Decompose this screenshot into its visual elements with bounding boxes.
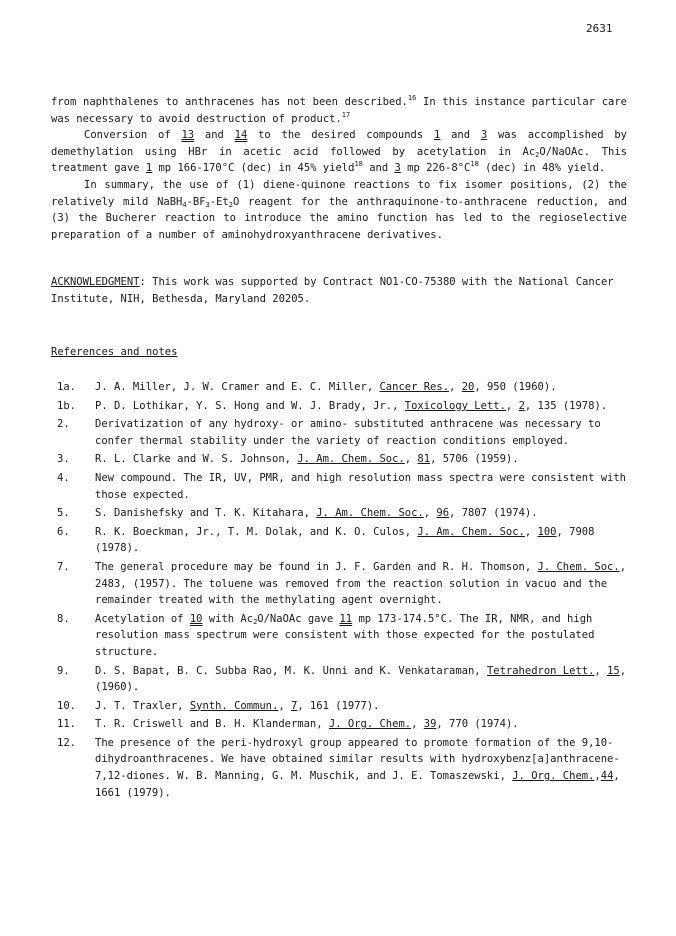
volume: 44 <box>600 770 614 783</box>
compound-number: 1 <box>145 162 153 175</box>
compound-number: 3 <box>480 129 488 142</box>
volume: 39 <box>423 718 437 731</box>
reference-text: , <box>404 453 418 466</box>
text-run: and <box>194 129 235 142</box>
compound-number: 10 <box>189 612 203 625</box>
text-run: and <box>362 162 395 175</box>
citation-superscript: 16 <box>407 94 417 102</box>
compound-number: 3 <box>394 162 401 175</box>
compound-number: 14 <box>234 129 248 142</box>
reference-number: 3. <box>57 453 70 466</box>
subscript: 2 <box>253 617 258 626</box>
citation-superscript: 18 <box>470 160 479 169</box>
acknowledgment-text: : This work was supported by Contract NO1-CO-75380 with the National Cancer Institute, NIH, Bethesda, Maryland 20205. <box>51 276 614 305</box>
reference-text: , 135 (1978). <box>524 399 608 412</box>
reference-item <box>51 698 627 715</box>
reference-item <box>51 398 627 415</box>
text-run: O/NaOAc. This treatment gave <box>51 145 627 175</box>
reference-text: mp 173-174.5°C. The IR, NMR, and high resolution mass spectrum were consistent with those expected for the postulated structure. <box>95 612 595 658</box>
paragraph-1 <box>51 94 627 127</box>
reference-text: , <box>505 399 519 412</box>
text-run: -BF <box>186 195 206 208</box>
reference-text: J. T. Traxler, <box>95 699 190 712</box>
text-run: -Et <box>209 195 229 208</box>
reference-text: New compound. The IR, UV, PMR, and high resolution mass spectra were consistent with those expected. <box>95 471 627 501</box>
reference-text: , <box>594 664 608 677</box>
text-run: In summary, the use of (1) diene-quinone reactions to fix isomer positions, (2) the relatively mild NaBH <box>51 178 627 208</box>
acknowledgment <box>51 274 627 307</box>
reference-number: 12. <box>57 736 76 749</box>
reference-text: The presence of the peri-hydroxyl group appeared to promote formation of the 9,10-dihydroanthracenes. We have obtained similar results with hydroxybenz[a]anthracene-7,12-diones. W. B. Manning, G. M. Muschik, and J. E. Tomaszewski, <box>95 736 620 783</box>
reference-text: , 161 (1977). <box>297 699 380 712</box>
references-heading: References and notes <box>51 346 178 358</box>
reference-text: , (1960). <box>95 664 627 694</box>
reference-number: 8. <box>57 612 70 625</box>
reference-text: O/NaOAc gave <box>257 612 340 625</box>
text-run: to the desired compounds <box>247 129 434 142</box>
volume: 81 <box>417 453 431 466</box>
volume: 7 <box>291 699 298 712</box>
reference-item <box>51 379 627 396</box>
reference-text: Acetylation of <box>95 612 190 625</box>
reference-text: Derivatization of any hydroxy- or amino- substituted anthracene was necessary to confer thermal stability under the variety of reaction conditions employed. <box>95 418 601 447</box>
reference-text: , 950 (1960). <box>474 381 557 393</box>
reference-list <box>51 379 627 803</box>
journal-name: Toxicology Lett. <box>404 399 506 412</box>
text-run: O reagent for the anthraquinone-to-anthracene reduction, and (3) the Bucherer reaction to introduce the amino function has led to the regioselective preparation of a number of aminohydroxyanthracene derivatives. <box>51 195 627 241</box>
reference-text: , 5706 (1959). <box>430 453 519 466</box>
reference-number: 1a. <box>57 381 76 393</box>
reference-text: , <box>411 718 424 731</box>
text-run: In this instance particular care was necessary to avoid destruction of product. <box>51 96 627 125</box>
reference-text: T. R. Criswell and B. H. Klanderman, <box>95 718 329 731</box>
reference-text: J. A. Miller, J. W. Cramer and E. C. Miller, <box>95 381 380 393</box>
journal-name: J. Org. Chem. <box>512 770 595 783</box>
reference-item <box>51 505 627 522</box>
compound-number: 11 <box>339 612 353 625</box>
subscript: 4 <box>182 200 187 209</box>
reference-number: 7. <box>57 560 70 573</box>
reference-text: , <box>449 381 462 393</box>
reference-number: 11. <box>57 718 76 731</box>
text-run: was accomplished by demethylation using HBr in acetic acid followed by acetylation in Ac <box>51 129 628 158</box>
reference-number: 9. <box>57 664 70 677</box>
text-run: mp 166-170°C (dec) in 45% yield <box>152 162 355 175</box>
journal-name: J. Am. Chem. Soc. <box>316 507 424 520</box>
journal-name: Synth. Commun. <box>189 699 279 712</box>
reference-text: R. L. Clarke and W. S. Johnson, <box>95 453 298 466</box>
compound-number: 1 <box>433 129 441 142</box>
reference-text: with Ac <box>202 612 254 625</box>
reference-number: 10. <box>57 699 76 712</box>
reference-text: D. S. Bapat, B. C. Subba Rao, M. K. Unni and K. Venkataraman, <box>95 664 487 677</box>
citation-superscript: 17 <box>341 110 351 119</box>
reference-text: R. K. Boeckman, Jr., T. M. Dolak, and K. O. Culos, <box>95 525 418 538</box>
body-text <box>51 94 627 243</box>
volume: 100 <box>537 525 557 538</box>
reference-text: , <box>278 699 291 712</box>
reference-text: P. D. Lothikar, Y. S. Hong and W. J. Brady, Jr., <box>95 399 405 412</box>
subscript: 2 <box>228 200 233 209</box>
subscript: 2 <box>535 150 540 159</box>
reference-item <box>51 735 627 801</box>
paragraph-2 <box>51 127 627 177</box>
reference-item <box>51 524 627 557</box>
volume: 96 <box>436 507 450 520</box>
text-run: Conversion of <box>84 129 182 142</box>
reference-item <box>51 663 627 696</box>
subscript: 3 <box>205 200 210 209</box>
journal-name: Cancer Res. <box>379 381 450 393</box>
reference-item <box>51 451 627 468</box>
reference-text: , 7908 (1978). <box>95 525 595 555</box>
reference-item <box>51 716 627 733</box>
reference-number: 1b. <box>57 399 76 412</box>
compound-number: 13 <box>181 129 195 142</box>
journal-name: J. Org. Chem. <box>328 718 412 731</box>
reference-text: , 2483, (1957). The toluene was removed from the reaction solution in vacuo and the remainder treated with the methylating agent overnight. <box>95 560 627 607</box>
volume: 15 <box>607 664 620 677</box>
page-number: 2631 <box>586 22 613 35</box>
paragraph-3 <box>51 177 627 243</box>
text-run: mp 226-8°C <box>400 162 471 175</box>
reference-number: 5. <box>57 507 70 520</box>
reference-text: The general procedure may be found in J. F. Garden and R. H. Thomson, <box>95 560 538 573</box>
acknowledgment-label: ACKNOWLEDGMENT <box>51 276 140 288</box>
reference-text: , 7807 (1974). <box>449 507 538 520</box>
reference-item <box>51 611 627 661</box>
text-run: from naphthalenes to anthracenes has not been described. <box>51 96 408 108</box>
text-run: and <box>440 129 481 142</box>
journal-name: J. Am. Chem. Soc. <box>297 453 405 466</box>
journal-name: J. Am. Chem. Soc. <box>417 525 525 538</box>
reference-text: , 1661 (1979). <box>95 770 620 799</box>
reference-item <box>51 470 627 503</box>
citation-superscript: 18 <box>354 160 363 169</box>
reference-item <box>51 559 627 609</box>
reference-item <box>51 416 627 449</box>
reference-number: 2. <box>57 418 70 431</box>
reference-text: , <box>594 770 601 783</box>
reference-text: S. Danishefsky and T. K. Kitahara, <box>95 507 317 520</box>
text-run: (dec) in 48% yield. <box>478 162 606 175</box>
reference-text: , <box>423 507 437 520</box>
reference-text: , <box>524 525 538 538</box>
reference-text: , 770 (1974). <box>436 718 519 731</box>
journal-name: J. Chem. Soc. <box>537 560 620 573</box>
reference-number: 4. <box>57 471 70 484</box>
journal-name: Tetrahedron Lett. <box>486 664 595 677</box>
reference-number: 6. <box>57 525 70 538</box>
volume: 2 <box>518 399 525 412</box>
volume: 20 <box>461 381 475 393</box>
